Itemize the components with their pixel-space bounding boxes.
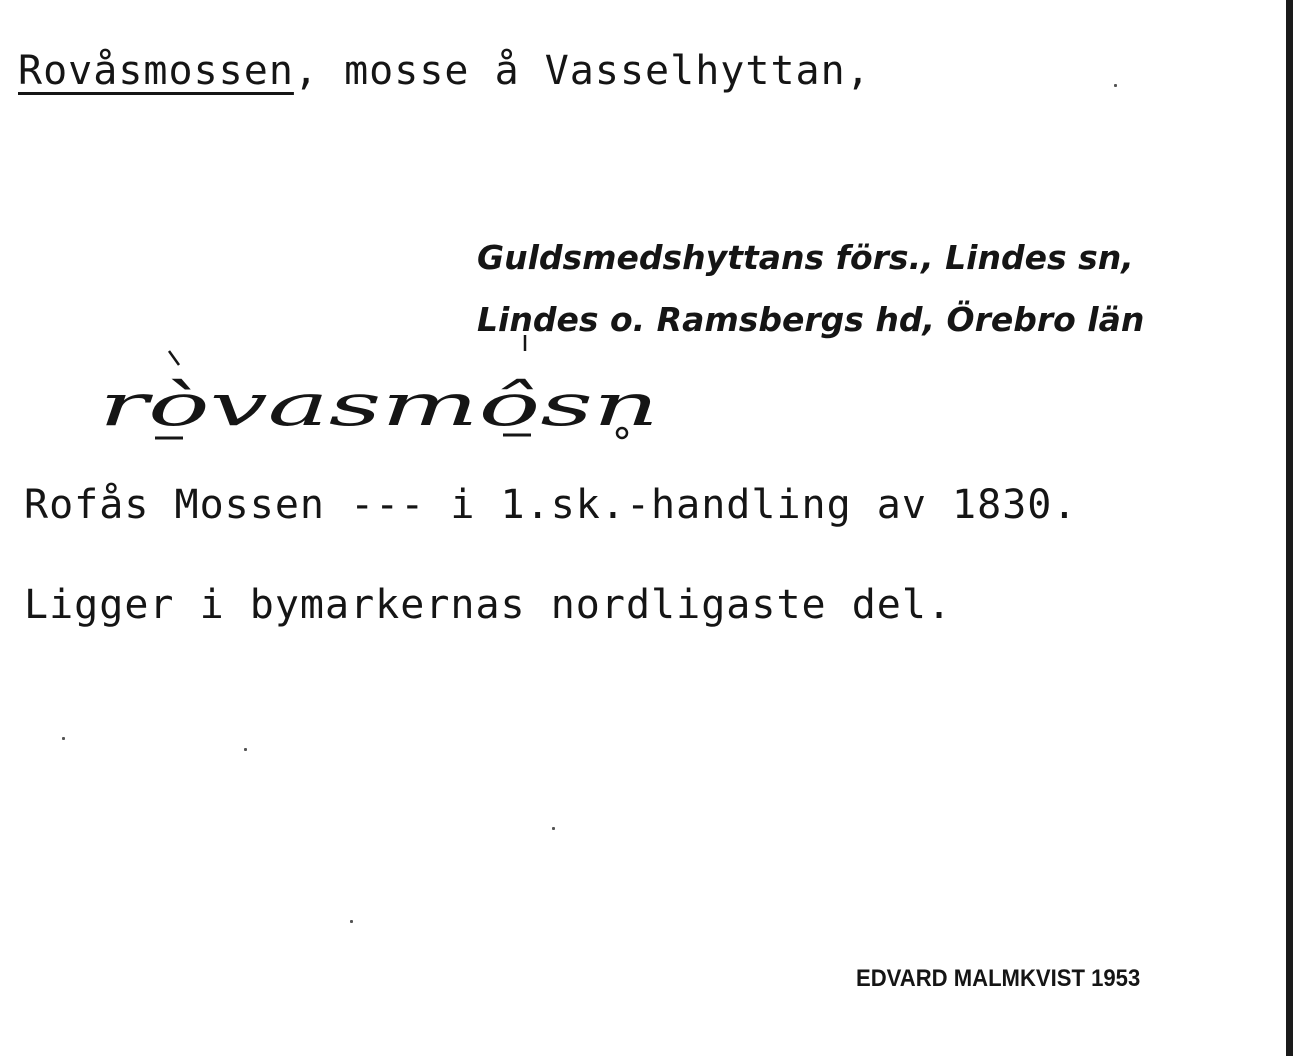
paper-speck <box>244 748 247 751</box>
paper-speck <box>62 737 65 740</box>
paper-speck <box>350 920 353 923</box>
collector-signature: EDVARD MALMKVIST 1953 <box>856 965 1141 992</box>
place-name: Rovåsmossen <box>18 48 294 94</box>
phonetic-accent-mark <box>169 351 179 365</box>
paper-speck <box>1114 84 1117 87</box>
location-line: Ligger i bymarkernas nordligaste del. <box>24 582 953 628</box>
card-edge-border <box>1286 0 1293 1056</box>
parish-stamp-line-2: Lindes o. Ramsbergs hd, Örebro län <box>477 300 1145 339</box>
card-heading <box>18 48 871 94</box>
phonetic-text: ròvasmôsn <box>99 371 659 439</box>
parish-stamp-line-1: Guldsmedshyttans förs., Lindes sn, <box>477 238 1134 277</box>
place-description: , mosse å Vasselhyttan, <box>293 48 871 94</box>
handwritten-phonetic-transcription <box>95 335 695 465</box>
paper-speck <box>552 827 555 830</box>
record-line: Rofås Mossen --- i 1.sk.-handling av 1830. <box>24 482 1078 528</box>
